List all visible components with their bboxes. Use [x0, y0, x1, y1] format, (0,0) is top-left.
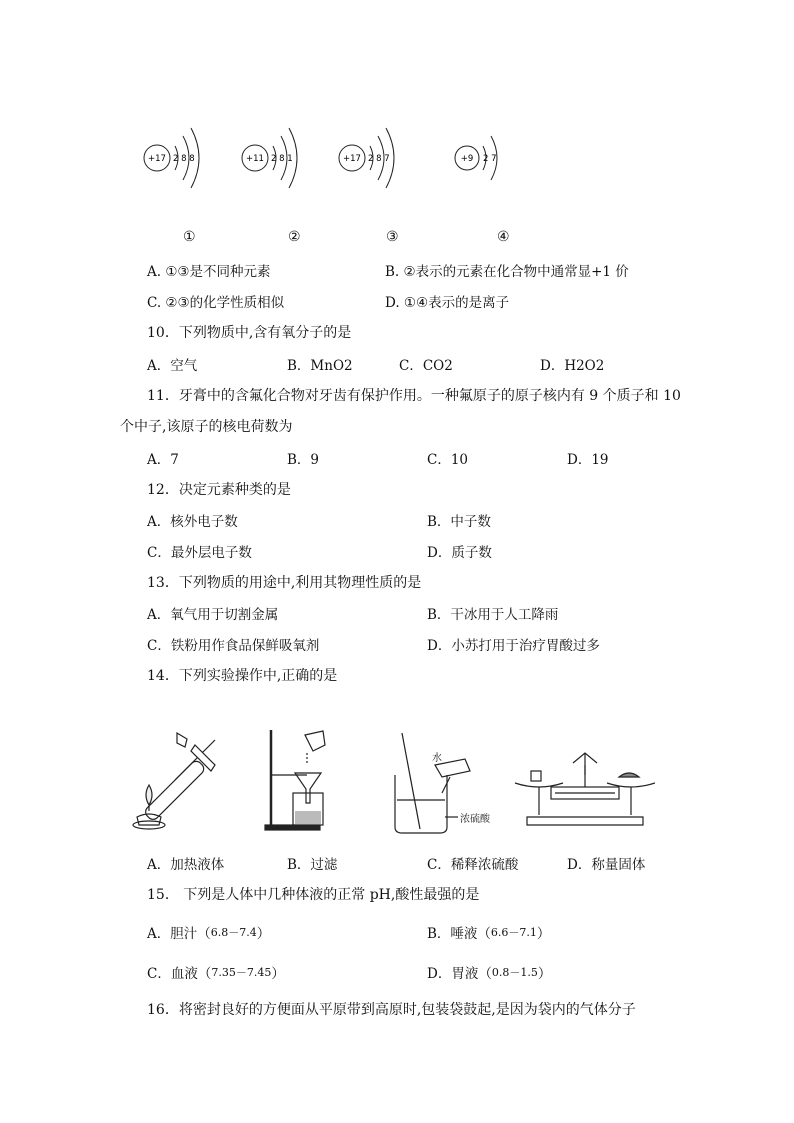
q14-option-a: A．加热液体: [147, 857, 225, 873]
atom-1-electrons: 2 8 8: [173, 154, 195, 164]
q12-option-b: B．中子数: [427, 514, 491, 530]
q15-option-b-text: B．唾液（: [427, 926, 491, 942]
q13-option-c: C．铁粉用作食品保鲜吸氧剂: [147, 638, 320, 654]
q12-option-c: C．最外层电子数: [147, 545, 252, 561]
q14-option-c: C．稀释浓硫酸: [427, 857, 519, 873]
atom-label-2: ②: [288, 229, 301, 245]
q11-option-d: D．19: [567, 452, 609, 468]
q14-stem: 14．下列实验操作中,正确的是: [147, 668, 338, 684]
atom-2-electrons: 2 8 1: [271, 154, 293, 164]
q12-option-d: D．质子数: [427, 545, 492, 561]
q13-stem: 13．下列物质的用途中,利用其物理性质的是: [147, 575, 422, 591]
atom-3-nucleus: +17: [343, 154, 361, 164]
q15-option-c-close: ）: [271, 966, 285, 982]
q14-option-d: D．称量固体: [567, 857, 646, 873]
q13-option-b: B．干冰用于人工降雨: [427, 607, 559, 623]
filtration-illustration: [265, 730, 325, 830]
q9-option-a: A. ①③是不同种元素: [147, 264, 271, 280]
q10-option-d: D．H2O2: [540, 358, 605, 374]
q15-option-b-close: ）: [536, 926, 551, 942]
label-water: 水: [432, 753, 442, 764]
atom-diagrams: [135, 118, 525, 198]
q12-stem: 12．决定元素种类的是: [147, 482, 291, 498]
atom-4-electrons: 2 7: [483, 154, 497, 164]
q11-option-b: B．9: [287, 452, 320, 468]
label-acid: 浓硫酸: [460, 814, 490, 825]
q15-option-a-range: 6.8－7.4: [210, 926, 257, 939]
heating-liquid-illustration: [133, 733, 215, 829]
balance-illustration: [515, 753, 655, 825]
q15-option-a: [147, 922, 270, 942]
q13-option-a: A．氧气用于切割金属: [147, 607, 279, 623]
q16-stem: 16．将密封良好的方便面从平原带到高原时,包装袋鼓起,是因为袋内的气体分子: [147, 1002, 636, 1018]
q15-option-c-text: C．血液（: [147, 966, 212, 982]
atom-diagram-1: [144, 128, 199, 188]
atom-3-electrons: 2 8 7: [368, 154, 390, 164]
q15-option-d: [427, 962, 551, 982]
q11-stem-line1: 11．牙膏中的含氟化合物对牙齿有保护作用。一种氟原子的原子核内有 9 个质子和 10: [147, 388, 681, 404]
atom-2-nucleus: +11: [246, 154, 264, 164]
q9-option-b: B. ②表示的元素在化合物中通常显+1 价: [385, 264, 629, 280]
q15-option-d-close: ）: [537, 966, 552, 982]
q15-option-d-text: D．胃液（: [427, 966, 492, 982]
q10-option-a: A．空气: [147, 358, 198, 374]
q15-option-a-close: ）: [256, 926, 271, 942]
q11-stem-line2: 个中子,该原子的核电荷数为: [120, 419, 293, 435]
atom-diagram-2: [242, 128, 297, 188]
atom-diagram-3: [339, 128, 394, 188]
q14-option-b: B．过滤: [287, 857, 338, 873]
q15-option-c-range: 7.35－7.45: [211, 966, 272, 979]
atom-diagram-4: [455, 136, 497, 180]
q12-option-a: A．核外电子数: [147, 514, 238, 530]
q15-option-c: [147, 962, 285, 982]
atom-1-nucleus: +17: [148, 154, 166, 164]
q13-option-d: D．小苏打用于治疗胃酸过多: [427, 638, 600, 654]
q9-option-d: D. ①④表示的是离子: [385, 295, 510, 311]
atom-label-4: ④: [497, 229, 510, 245]
q9-option-c: C. ②③的化学性质相似: [147, 295, 285, 311]
q15-option-d-range: 0.8－1.5: [491, 966, 538, 979]
lab-apparatus: [115, 725, 655, 840]
q10-stem: 10．下列物质中,含有氧分子的是: [147, 325, 352, 341]
q11-option-a: A．7: [147, 452, 179, 468]
q11-option-c: C．10: [427, 452, 469, 468]
q15-stem: 15． 下列是人体中几种体液的正常 pH,酸性最强的是: [147, 887, 480, 903]
atom-label-3: ③: [386, 229, 399, 245]
atom-4-nucleus: +9: [460, 154, 474, 164]
q10-option-c: C．CO2: [399, 358, 453, 374]
q15-option-a-text: A．胆汁（: [147, 926, 211, 942]
q15-option-b: [427, 922, 550, 942]
q10-option-b: B．MnO2: [287, 358, 353, 374]
atom-label-1: ①: [183, 229, 196, 245]
dilution-illustration: [395, 733, 491, 833]
q15-option-b-range: 6.6－7.1: [490, 926, 537, 939]
